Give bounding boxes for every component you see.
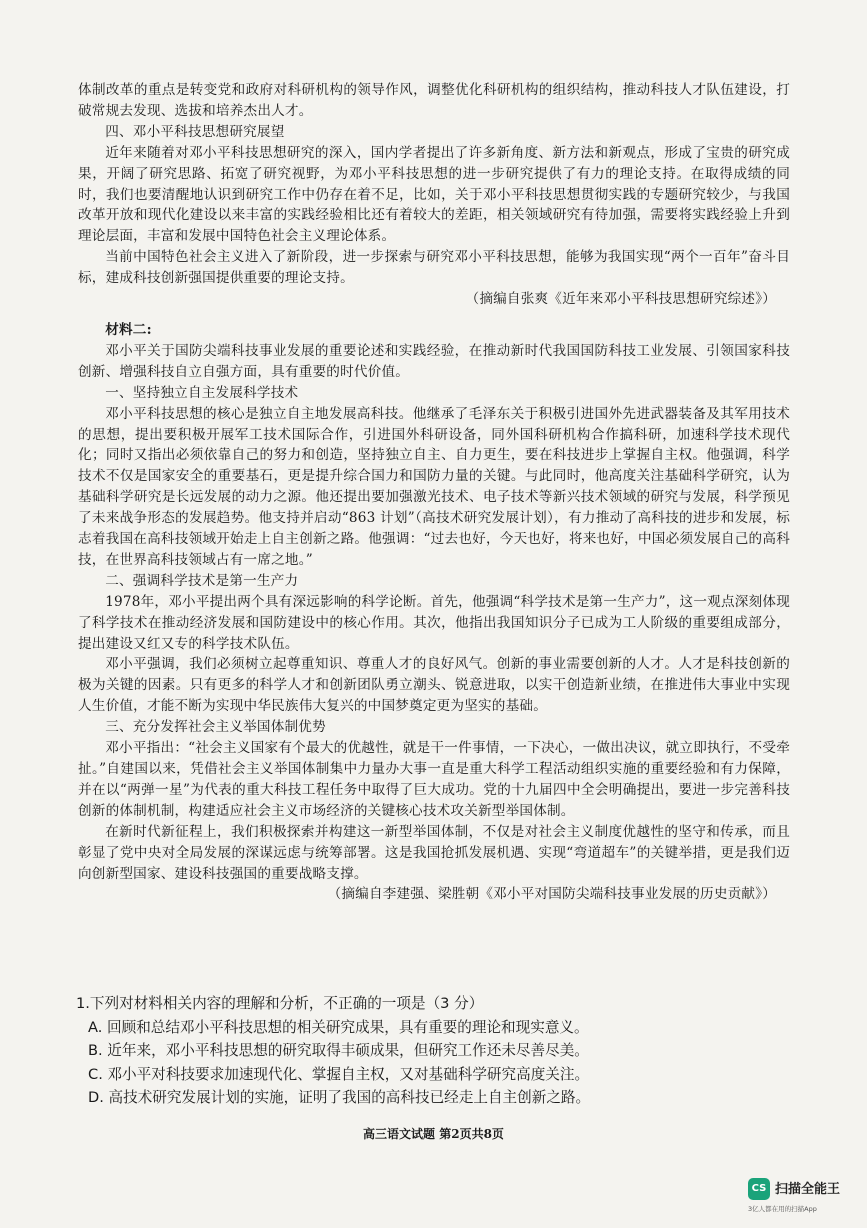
section-heading-4: 四、邓小平科技思想研究展望	[105, 123, 285, 140]
paragraph: 邓小平科技思想的核心是独立自主地发展高科技。他继承了毛泽东关于积极引进国外先进武器装备及其军用技术的思想，提出要积极开展军工技术国际合作，引进国外科研设备，同外国科研机构合作搞科研，加速科学技术现代化；同时又指出必须依靠自己的努力和创造，坚持独立自主、自力更生，要在科技进步上掌握自主权。他强调，科学技术不仅是国家安全的重要基石，更是提升综合国力和国防力量的关键。与此同时，他高度关注基础科学研究，认为基础科学研究是长远发展的动力之源。他还提出要加强激光技术、电子技术等新兴技术领域的研究与发展，科学预见了未来战争形态的发展趋势。他支持并启动“863 计划”（高技术研究发展计划），有力推动了高科技的进步和发展，标志着我国在高科技领域开始走上自主创新之路。他强调：“过去也好，今天也好，将来也好，中国必须发展自己的高科技，在世界高科技领域占有一席之地。”	[78, 405, 790, 568]
page-footer: 高三语文试题 第2页共8页	[363, 1127, 504, 1141]
source-citation: （摘编自张爽《近年来邓小平科技思想研究综述》）	[465, 291, 776, 308]
material-label: 材料二:	[105, 321, 152, 338]
option-d: D. 高技术研究发展计划的实施，证明了我国的高科技已经走上自主创新之路。	[88, 1089, 591, 1107]
section-heading-3: 三、充分发挥社会主义举国体制优势	[105, 719, 326, 736]
question-stem: 1.下列对材料相关内容的理解和分析，不正确的一项是（3 分）	[76, 995, 484, 1012]
camscanner-logo-icon: CS	[748, 1178, 770, 1200]
paragraph: 1978年，邓小平提出两个具有深远影响的科学论断。首先，他强调“科学技术是第一生产力”，这一观点深刻体现了科学技术在推动经济发展和国防建设中的核心作用。其次，他指出我国知识分子已成为工人阶级的重要组成部分，提出建设又红又专的科学技术队伍。	[78, 593, 790, 652]
watermark-name: 扫描全能王	[775, 1182, 841, 1197]
option-b: B. 近年来，邓小平科技思想的研究取得丰硕成果，但研究工作还未尽善尽美。	[88, 1042, 589, 1060]
document-body	[78, 80, 790, 905]
watermark-tagline: 3亿人都在用的扫描App	[748, 1205, 817, 1213]
paragraph: 邓小平关于国防尖端科技事业发展的重要论述和实践经验，在推动新时代我国国防科技工业发展、引领国家科技创新、增强科技自立自强方面，具有重要的时代价值。	[78, 342, 790, 380]
section-heading-2: 二、强调科学技术是第一生产力	[105, 572, 299, 589]
paragraph: 近年来随着对邓小平科技思想研究的深入，国内学者提出了许多新角度、新方法和新观点，形成了宝贵的研究成果，开阔了研究思路、拓宽了研究视野，为邓小平科技思想的进一步研究提供了有力的理论支持。在取得成绩的同时，我们也要清醒地认识到研究工作中仍存在着不足，比如，关于邓小平科技思想贯彻实践的专题研究较少，与我国改革开放和现代化建设以来丰富的实践经验相比还有着较大的差距，相关领域研究有待加强，需要将实践经验上升到理论层面，丰富和发展中国特色社会主义理论体系。	[78, 144, 790, 245]
question-block	[76, 992, 796, 1110]
paragraph-continued: 体制改革的重点是转变党和政府对科研机构的领导作风，调整优化科研机构的组织结构，推动科技人才队伍建设，打破常规去发现、选拔和培养杰出人才。	[78, 82, 790, 119]
source-citation: （摘编自李建强、梁胜朝《邓小平对国防尖端科技事业发展的历史贡献》）	[327, 886, 776, 903]
paragraph: 在新时代新征程上，我们积极探索并构建这一新型举国体制，不仅是对社会主义制度优越性的坚守和传承，而且彰显了党中央对全局发展的深谋远虑与统筹部署。这是我国抢抓发展机遇、实现“弯道超车”的关键举措，更是我们迈向创新型国家、建设科技强国的重要战略支撑。	[78, 823, 790, 882]
option-a: A. 回顾和总结邓小平科技思想的相关研究成果，具有重要的理论和现实意义。	[88, 1018, 589, 1036]
paragraph: 当前中国特色社会主义进入了新阶段，进一步探索与研究邓小平科技思想，能够为我国实现“两个一百年”奋斗目标，建成科技创新强国提供重要的理论支持。	[78, 249, 790, 287]
section-heading-1: 一、坚持独立自主发展科学技术	[105, 384, 299, 401]
scanner-watermark	[748, 1176, 858, 1222]
paragraph: 邓小平指出：“社会主义国家有个最大的优越性，就是干一件事情，一下决心，一做出决议，就立即执行，不受牵扯。”自建国以来，凭借社会主义举国体制集中力量办大事一直是重大科学工程活动组织实施的重要经验和有力保障，并在以“两弹一星”为代表的重大科技工程任务中取得了巨大成功。党的十九届四中全会明确提出，要进一步完善科技创新的体制机制，构建适应社会主义市场经济的关键核心技术攻关新型举国体制。	[78, 740, 790, 819]
paragraph: 邓小平强调，我们必须树立起尊重知识、尊重人才的良好风气。创新的事业需要创新的人才。人才是科技创新的极为关键的因素。只有更多的科学人才和创新团队勇立潮头、锐意进取，以实干创造新业绩，在推进伟大事业中实现人生价值，才能不断为实现中华民族伟大复兴的中国梦奠定更为坚实的基础。	[78, 656, 790, 715]
option-c: C. 邓小平对科技要求加速现代化、掌握自主权，又对基础科学研究高度关注。	[88, 1065, 590, 1083]
